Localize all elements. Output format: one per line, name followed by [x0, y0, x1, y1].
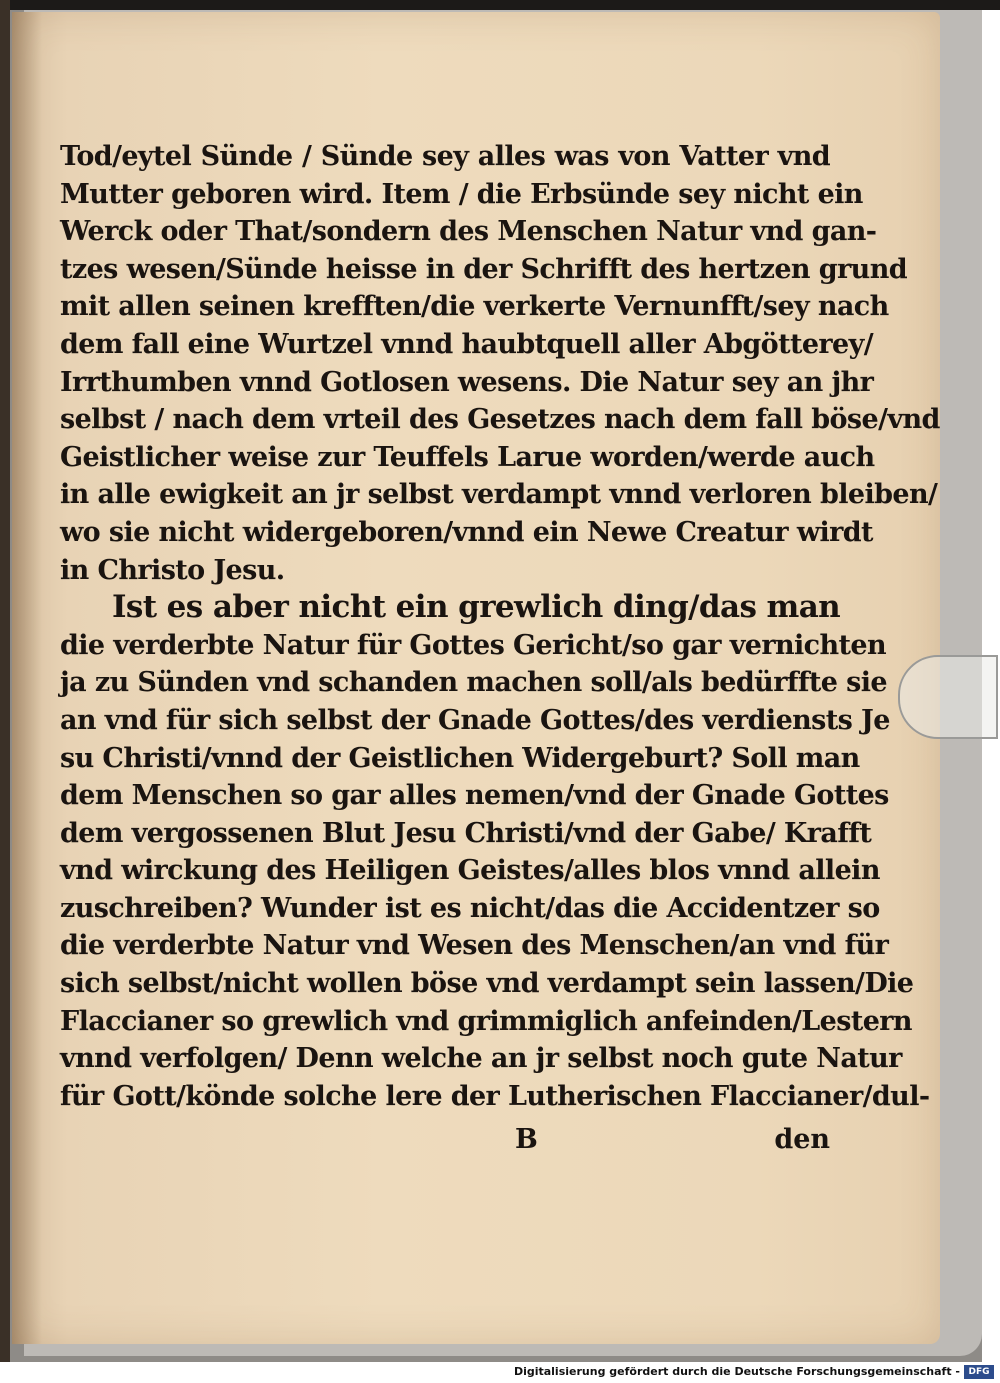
text-line: zuschreiben? Wunder ist es nicht/das die Accidentzer so — [60, 892, 880, 924]
scanner-left-edge — [0, 0, 10, 1362]
text-line: in alle ewigkeit an jr selbst verdampt vnnd verloren bleiben/ — [60, 479, 938, 511]
gutter-shadow — [12, 12, 42, 1344]
text-line: dem fall eine Wurtzel vnnd haubtquell aller Abgötterey/ — [60, 328, 873, 360]
text-line: dem Menschen so gar alles nemen/vnd der Gnade Gottes — [60, 780, 889, 812]
text-line: sich selbst/nicht wollen böse vnd verdampt sein lassen/Die — [60, 968, 914, 1000]
text-line: an vnd für sich selbst der Gnade Gottes/des verdiensts Je — [60, 704, 890, 736]
text-line: ja zu Sünden vnd schanden machen soll/als bedürffte sie — [60, 667, 887, 699]
text-line: vnd wirckung des Heiligen Geistes/alles blos vnnd allein — [60, 855, 880, 887]
body-text — [60, 138, 940, 1115]
text-line: vnnd verfolgen/ Denn welche an jr selbst noch gute Natur — [60, 1043, 902, 1075]
text-line: Irrthumben vnnd Gotlosen wesens. Die Natur sey an jhr — [60, 366, 874, 398]
page-footer — [60, 1124, 830, 1164]
text-line: tzes wesen/Sünde heisse in der Schrifft des hertzen grund — [60, 253, 908, 285]
page-clip — [898, 655, 998, 739]
scanner-top-edge — [0, 0, 1000, 10]
text-line: mit allen seinen krefften/die verkerte Vernunfft/sey nach — [60, 291, 889, 323]
text-line: su Christi/vnnd der Geistlichen Widergeburt? Soll man — [60, 742, 860, 774]
catchword: den — [774, 1124, 830, 1155]
text-line: wo sie nicht widergeboren/vnnd ein Newe Creatur wirdt — [60, 516, 873, 548]
text-line: Flaccianer so grewlich vnd grimmiglich anfeinden/Lestern — [60, 1005, 912, 1037]
text-line: für Gott/könde solche lere der Lutherischen Flaccianer/dul- — [60, 1080, 930, 1112]
text-line: die verderbte Natur für Gottes Gericht/so gar vernichten — [60, 629, 887, 661]
text-line: Werck oder That/sondern des Menschen Natur vnd gan- — [60, 216, 877, 248]
text-line: die verderbte Natur vnd Wesen des Menschen/an vnd für — [60, 930, 889, 962]
text-line: Mutter geboren wird. Item / die Erbsünde sey nicht ein — [60, 178, 863, 210]
signature-mark: B — [515, 1124, 538, 1155]
text-line: Tod/eytel Sünde / Sünde sey alles was von Vatter vnd — [60, 141, 830, 172]
text-line: in Christo Jesu. — [60, 554, 285, 586]
credit-text: Digitalisierung gefördert durch die Deutsche Forschungsgemeinschaft - — [513, 1365, 960, 1378]
text-line: selbst / nach dem vrteil des Gesetzes nach dem fall böse/vnd — [60, 404, 940, 436]
paragraph-start-line: Ist es aber nicht ein grewlich ding/das man — [112, 589, 841, 626]
text-line: dem vergossenen Blut Jesu Christi/vnd der Gabe/ Krafft — [60, 817, 872, 849]
credit-bar — [0, 1362, 1000, 1383]
dfg-logo-icon: DFG — [964, 1365, 994, 1379]
text-line: Geistlicher weise zur Teuffels Larue worden/werde auch — [60, 441, 875, 473]
